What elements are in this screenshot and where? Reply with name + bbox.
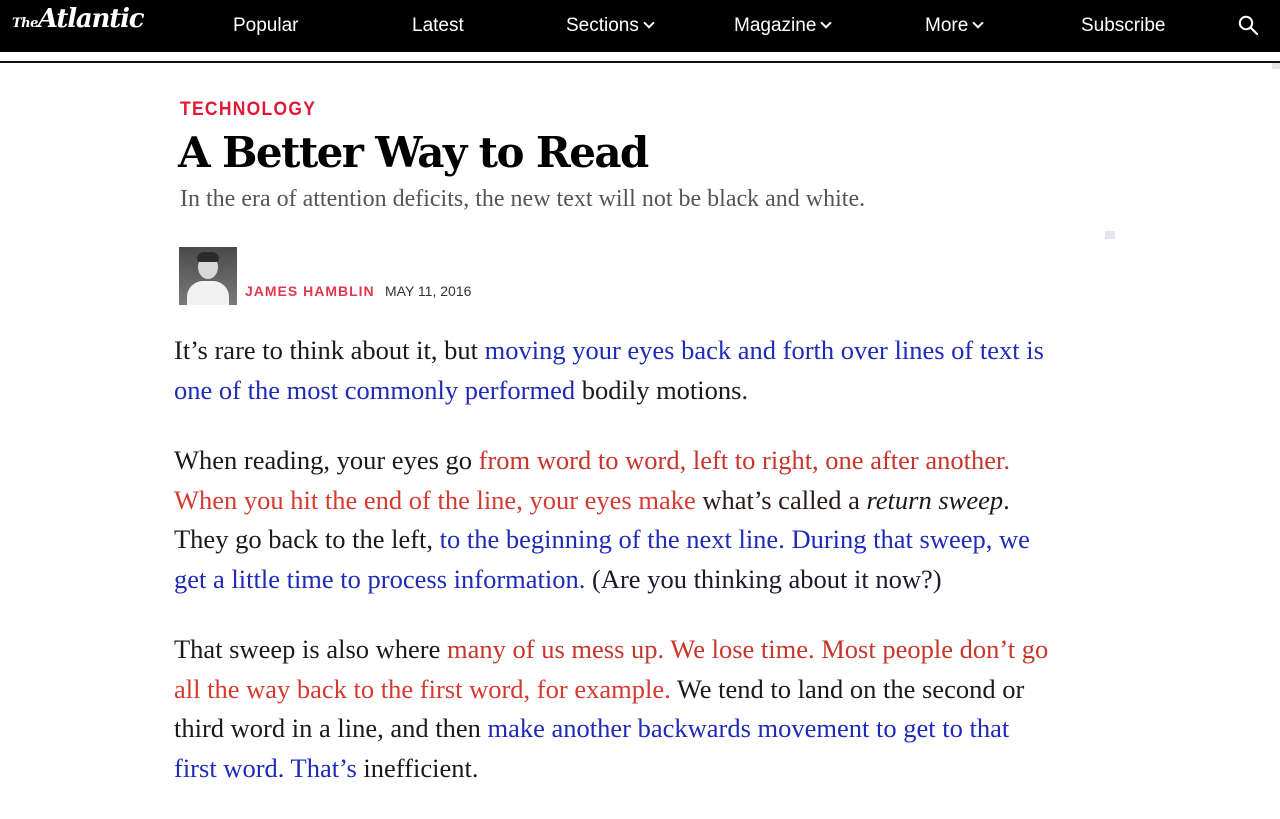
author-name-link[interactable]: JAMES HAMBLIN	[245, 283, 375, 299]
text-segment: many of us mess up. We lose time. Most people don’t go	[447, 634, 1049, 664]
article-paragraph	[174, 630, 1134, 788]
search-icon[interactable]	[1238, 15, 1258, 35]
text-segment: When reading, your eyes go	[174, 445, 479, 475]
nav-magazine[interactable]	[734, 0, 830, 52]
nav-popular[interactable]	[233, 0, 299, 52]
text-segment: That sweep is also where	[174, 634, 448, 664]
text-segment: moving your eyes back and forth over lines of text is	[484, 335, 1044, 365]
text-segment: get a little time to process information.	[174, 563, 593, 594]
header-divider	[0, 61, 1280, 63]
nav-latest[interactable]	[412, 0, 464, 52]
nav-sections[interactable]	[566, 0, 653, 52]
text-segment: make another backwards movement to get to that	[487, 713, 1010, 743]
nav-more[interactable]	[925, 0, 982, 52]
text-segment: to the beginning of the next line. During that sweep, we	[439, 524, 1030, 554]
text-segment: (Are you thinking about it now?)	[592, 563, 942, 594]
scrollbar[interactable]	[1272, 63, 1280, 69]
publish-date: MAY 11, 2016	[385, 283, 472, 299]
text-segment: all the way back to the first word, for example.	[174, 673, 677, 704]
article-headline: A Better Way to Read	[178, 128, 648, 177]
text-segment: bodily motions.	[581, 374, 749, 405]
nav-more-label: More	[925, 15, 969, 36]
article-body	[174, 331, 1134, 819]
chevron-down-icon	[643, 17, 654, 28]
nav-popular-label: Popular	[233, 15, 299, 36]
nav-magazine-label: Magazine	[734, 15, 817, 36]
logo-name: Atlantic	[37, 4, 144, 34]
article-dek: In the era of attention deficits, the new text will not be black and white.	[180, 186, 866, 212]
logo-the: The	[12, 16, 38, 31]
text-segment: third word in a line, and then	[174, 713, 488, 743]
text-segment: .	[1003, 484, 1010, 515]
article-paragraph	[174, 441, 1134, 599]
text-segment: They go back to the left,	[174, 524, 440, 554]
nav-sections-label: Sections	[566, 15, 639, 36]
section-kicker[interactable]: TECHNOLOGY	[180, 99, 317, 120]
text-segment: from word to word, left to right, one after another.	[478, 445, 1010, 475]
the-atlantic-logo[interactable]	[12, 6, 143, 32]
avatar-shirt	[187, 281, 229, 305]
text-segment: what’s called a	[702, 484, 867, 515]
text-segment: We tend to land on the second or	[676, 673, 1025, 704]
text-segment: inefficient.	[363, 752, 479, 783]
text-segment: When you hit the end of the line, your eyes make	[174, 484, 703, 515]
text-segment: It’s rare to think about it, but	[174, 335, 485, 365]
ad-placeholder	[1105, 231, 1115, 239]
author-avatar[interactable]	[179, 247, 237, 305]
nav-subscribe-label: Subscribe	[1081, 15, 1166, 36]
avatar-hair	[197, 252, 219, 262]
nav-latest-label: Latest	[412, 15, 464, 36]
chevron-down-icon	[973, 17, 984, 28]
chevron-down-icon	[821, 17, 832, 28]
text-segment: first word. That’s	[174, 752, 364, 783]
text-segment: one of the most commonly performed	[174, 374, 582, 405]
nav-subscribe[interactable]	[1081, 0, 1166, 52]
article-paragraph	[174, 331, 1134, 410]
top-navigation-bar	[0, 0, 1280, 52]
text-segment: return sweep	[866, 484, 1004, 515]
